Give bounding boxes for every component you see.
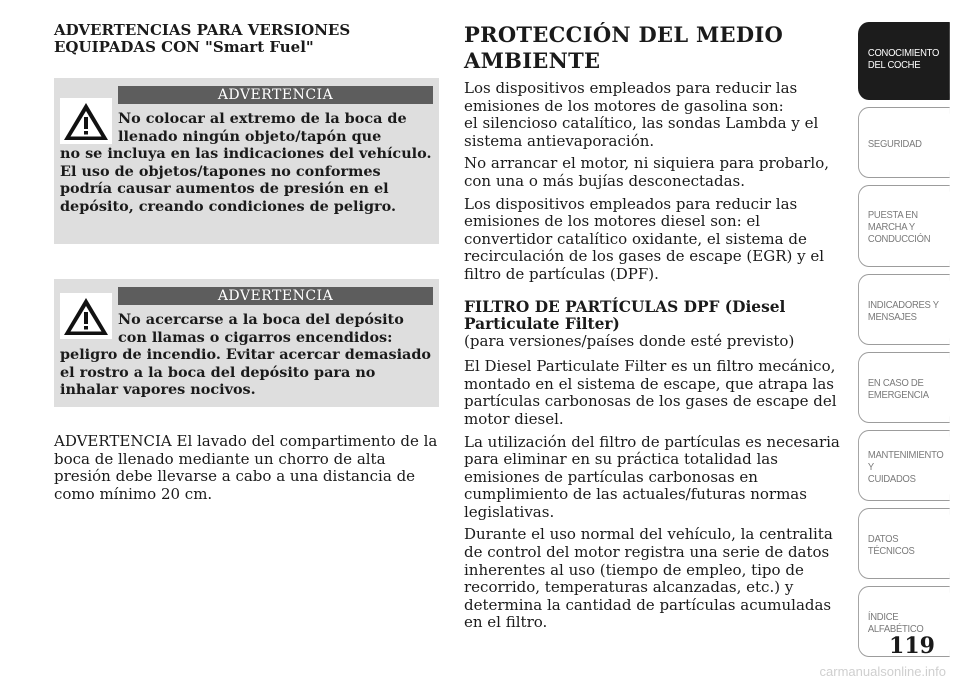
paragraph: No arrancar el motor, ni siquiera para probarlo, con una o más bujías desconectadas.	[464, 154, 829, 190]
tab-indicadores-y-mensajes[interactable]: INDICADORES Y MENSAJES	[858, 274, 950, 345]
warning-text-rest: peligro de incendio. Evitar acercar demasiado el rostro a la boca del depósito para no inhalar vapores nocivos.	[60, 346, 432, 398]
page-number: 119	[889, 633, 935, 659]
warning-text	[60, 311, 433, 399]
left-column	[54, 22, 439, 503]
warning-title: ADVERTENCIA	[118, 86, 433, 104]
chapter-tabs	[858, 22, 960, 664]
washing-note: ADVERTENCIA El lavado del compartimento de la boca de llenado mediante un chorro de alta presión debe llevarse a cabo a una distancia de como mínimo 20 cm.	[54, 432, 438, 503]
warning-triangle-icon	[60, 293, 112, 339]
warning-text-rest: no se incluya en las indicaciones del vehículo. El uso de objetos/tapones no conformes podría causar aumentos de presión en el depósito, creando condiciones de peligro.	[60, 145, 432, 215]
tab-conocimiento-del-coche[interactable]: CONOCIMIENTO DEL COCHE	[858, 22, 950, 100]
tab-en-caso-de-emergencia[interactable]: EN CASO DE EMERGENCIA	[858, 352, 950, 423]
warning-box-1	[54, 78, 439, 244]
warning-triangle-icon	[60, 98, 112, 144]
dpf-note: (para versiones/países donde esté previsto)	[464, 331, 795, 350]
dpf-subheading: FILTRO DE PARTÍCULAS DPF (Diesel Particulate Filter)	[464, 297, 786, 333]
tab-puesta-en-marcha[interactable]: PUESTA EN MARCHA Y CONDUCCIÓN	[858, 185, 950, 267]
smart-fuel-heading: ADVERTENCIAS PARA VERSIONES EQUIPADAS CON "Smart Fuel"	[54, 21, 351, 56]
section-heading: PROTECCIÓN DEL MEDIO AMBIENTE	[464, 22, 784, 73]
paragraph: Durante el uso normal del vehículo, la centralita de control del motor registra una serie de datos inherentes al uso (tiempo de empleo, tipo de recorrido, temperaturas alcanzadas, etc.) y determina la cantidad de partículas acumuladas en el filtro.	[464, 525, 833, 632]
warning-text-start: No colocar al extremo de la boca de llenado ningún objeto/tapón que	[118, 110, 407, 145]
tab-seguridad[interactable]: SEGURIDAD	[858, 107, 950, 178]
paragraph: Los dispositivos empleados para reducir las emisiones de los motores diesel son: el convertidor catalítico oxidante, el sistema de recirculación de los gases de escape (EGR) y el filtro de partículas (DPF).	[464, 194, 825, 283]
right-column	[464, 22, 844, 637]
warning-text	[60, 110, 433, 215]
tab-indice-alfabetico[interactable]: ÍNDICE ALFABÉTICO	[858, 586, 950, 657]
paragraph: El Diesel Particulate Filter es un filtro mecánico, montado en el sistema de escape, que atrapa las partículas carbonosas de los gases de escape del motor diesel.	[464, 357, 837, 428]
tab-mantenimiento-y-cuidados[interactable]: MANTENIMIENTO Y CUIDADOS	[858, 430, 950, 501]
paragraph: La utilización del filtro de partículas es necesaria para eliminar en su práctica totalidad las emisiones de partículas carbonosas en cumplimiento de las actuales/futuras normas legislativas.	[464, 432, 840, 521]
watermark: carmanualsonline.info	[819, 664, 946, 679]
warning-text-start: No acercarse a la boca del depósito con llamas o cigarros encendidos:	[118, 311, 404, 346]
paragraph: Los dispositivos empleados para reducir las emisiones de los motores de gasolina son: el silencioso catalítico, las sondas Lambda y el sistema antievaporación.	[464, 79, 819, 150]
tab-datos-tecnicos[interactable]: DATOS TÉCNICOS	[858, 508, 950, 579]
warning-title: ADVERTENCIA	[118, 287, 433, 305]
warning-box-2	[54, 279, 439, 407]
